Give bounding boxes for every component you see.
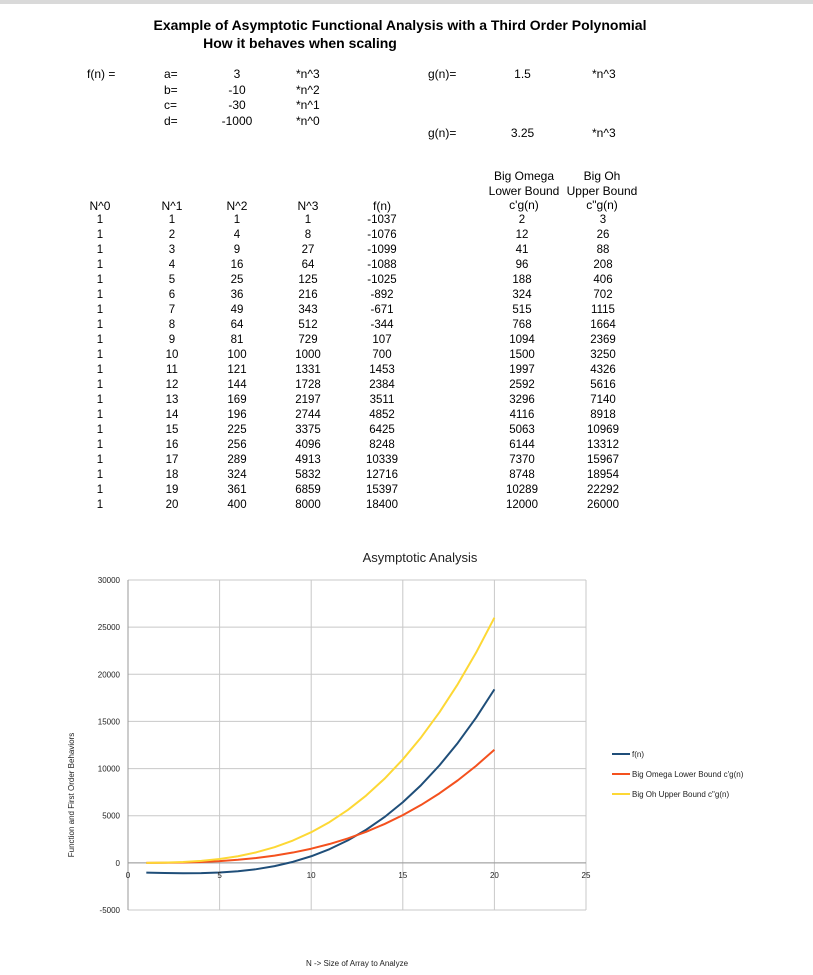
cell-oh-row-2: 26 [596,229,610,241]
cell-n1-row-20: 20 [165,499,179,511]
coeff-d-name: d= [164,113,178,128]
cell-n0-row-11: 1 [96,364,104,376]
y-tick-label: 10000 [97,764,120,774]
page-title: Example of Asymptotic Functional Analysis with a Third Order Polynomial [153,17,647,33]
cell-omega-row-17: 7370 [509,454,535,466]
cell-n3-row-15: 3375 [295,424,321,436]
oh-header-line3: c"g(n) [586,198,618,212]
cell-n3-row-19: 6859 [295,484,321,496]
cell-oh-row-3: 88 [596,244,610,256]
cell-n2-row-19: 361 [227,484,247,496]
coeff-b-value: -10 [228,82,246,97]
cell-n0-row-17: 1 [96,454,104,466]
cell-n3-row-8: 512 [298,319,318,331]
cell-omega-row-9: 1094 [509,334,535,346]
cell-oh-row-13: 7140 [590,394,616,406]
cell-fn-row-20: 18400 [366,499,398,511]
cell-oh-row-16: 13312 [587,439,619,451]
cell-n0-row-19: 1 [96,484,104,496]
cell-n1-row-2: 2 [168,229,176,241]
coeff-d-value: -1000 [221,113,253,128]
cell-omega-row-8: 768 [512,319,532,331]
chart-title: Asymptotic Analysis [362,550,478,565]
cell-oh-row-19: 22292 [587,484,619,496]
cell-omega-row-10: 1500 [509,349,535,361]
page-subtitle: How it behaves when scaling [203,35,397,51]
cell-omega-row-16: 6144 [509,439,535,451]
cell-omega-row-12: 2592 [509,379,535,391]
cell-n2-row-6: 36 [230,289,244,301]
header-n3: N^3 [297,199,319,213]
cell-n0-row-5: 1 [96,274,104,286]
cell-omega-row-7: 515 [512,304,532,316]
cell-n3-row-3: 27 [301,244,315,256]
cell-omega-row-2: 12 [515,229,529,241]
coeff-c-name: c= [164,98,178,112]
cell-fn-row-11: 1453 [369,364,395,376]
cell-oh-row-10: 3250 [590,349,616,361]
cell-n0-row-2: 1 [96,229,104,241]
cell-n1-row-17: 17 [165,454,179,466]
cell-n0-row-20: 1 [96,499,104,511]
cell-n1-row-5: 5 [168,274,176,286]
cell-omega-row-4: 96 [515,259,529,271]
coeff-a-term: *n^3 [296,67,320,81]
cell-n3-row-1: 1 [304,214,312,226]
cell-n1-row-6: 6 [168,289,176,301]
cell-n1-row-12: 12 [165,379,179,391]
cell-n3-row-17: 4913 [295,454,321,466]
y-tick-label: 15000 [97,717,120,727]
cell-omega-row-19: 10289 [506,484,538,496]
cell-n1-row-15: 15 [165,424,179,436]
cell-oh-row-17: 15967 [587,454,619,466]
cell-n2-row-8: 64 [230,319,244,331]
cell-n0-row-16: 1 [96,439,104,451]
cell-fn-row-7: -671 [370,304,394,316]
coeff-c-term: *n^1 [296,98,320,112]
header-fn: f(n) [373,199,391,213]
top-border [0,0,813,4]
y-tick-label: 0 [115,858,120,868]
coeff-values [212,67,262,129]
g2-value: 3.25 [510,126,535,140]
cell-oh-row-1: 3 [599,214,607,226]
x-tick-label: 25 [581,870,591,880]
cell-n3-row-6: 216 [298,289,318,301]
cell-n2-row-17: 289 [227,454,247,466]
cell-n3-row-20: 8000 [295,499,321,511]
coeff-names [164,67,178,129]
cell-n2-row-4: 16 [230,259,244,271]
cell-fn-row-18: 12716 [366,469,398,481]
cell-oh-row-9: 2369 [590,334,616,346]
legend-label-2: Big Omega Lower Bound c'g(n) [632,770,744,779]
cell-omega-row-3: 41 [515,244,529,256]
cell-n2-row-5: 25 [230,274,244,286]
cell-fn-row-3: -1099 [367,244,397,256]
g1-label: g(n)= [428,67,457,81]
cell-oh-row-14: 8918 [590,409,616,421]
cell-fn-row-4: -1088 [367,259,397,271]
cell-oh-row-5: 406 [593,274,613,286]
cell-n0-row-6: 1 [96,289,104,301]
coeff-b-term: *n^2 [296,82,320,97]
oh-header [562,169,642,213]
column-n2 [215,213,259,513]
coeff-c-value: -30 [228,98,246,112]
cell-fn-row-9: 107 [372,334,392,346]
cell-n2-row-13: 169 [227,394,247,406]
y-tick-label: -5000 [99,906,120,915]
cell-omega-row-6: 324 [512,289,532,301]
cell-n1-row-11: 11 [166,364,178,376]
cell-n0-row-13: 1 [96,394,104,406]
cell-n3-row-5: 125 [298,274,318,286]
cell-n3-row-12: 1728 [295,379,321,391]
cell-fn-row-1: -1037 [367,214,397,226]
column-n1 [150,213,194,513]
cell-n3-row-2: 8 [304,229,312,241]
chart-series [146,618,494,874]
legend-label-3: Big Oh Upper Bound c"g(n) [632,790,730,799]
x-tick-label: 20 [489,870,499,880]
coeff-d-term: *n^0 [296,113,320,128]
cell-n0-row-3: 1 [96,244,104,256]
x-tick-label: 0 [125,870,131,880]
cell-n2-row-18: 324 [227,469,247,481]
cell-oh-row-20: 26000 [587,499,619,511]
g1-term: *n^3 [592,67,616,81]
cell-n2-row-14: 196 [227,409,247,421]
cell-n0-row-15: 1 [96,424,104,436]
cell-fn-row-17: 10339 [366,454,398,466]
cell-omega-row-11: 1997 [509,364,535,376]
cell-fn-row-6: -892 [370,289,394,301]
cell-n2-row-12: 144 [227,379,247,391]
cell-n2-row-9: 81 [230,334,244,346]
oh-header-line2: Upper Bound [566,183,638,198]
cell-n1-row-1: 1 [168,214,176,226]
cell-fn-row-2: -1076 [367,229,397,241]
cell-n0-row-8: 1 [96,319,104,331]
cell-n2-row-15: 225 [227,424,247,436]
cell-omega-row-5: 188 [512,274,532,286]
chart-y-axis-label: Function and First Order Behaviors [67,732,76,858]
cell-n2-row-3: 9 [233,244,241,256]
cell-oh-row-4: 208 [593,259,613,271]
cell-n3-row-10: 1000 [295,349,321,361]
poly-label: f(n) = [87,67,116,81]
cell-n1-row-18: 18 [165,469,179,481]
oh-header-line1: Big Oh [583,169,621,183]
cell-n0-row-14: 1 [96,409,104,421]
cell-n2-row-11: 121 [227,364,247,376]
y-tick-label: 25000 [97,623,120,633]
x-tick-label: 15 [398,870,408,880]
y-tick-label: 5000 [102,811,120,821]
column-fn [355,213,409,513]
omega-header-line3: c'g(n) [509,198,539,212]
cell-n1-row-19: 19 [165,484,179,496]
cell-omega-row-18: 8748 [509,469,535,481]
cell-oh-row-8: 1664 [590,319,616,331]
cell-n3-row-18: 5832 [295,469,321,481]
cell-omega-row-13: 3296 [509,394,535,406]
cell-n3-row-9: 729 [298,334,318,346]
cell-n1-row-14: 14 [165,409,179,421]
cell-oh-row-7: 1115 [591,304,615,316]
g2-label: g(n)= [428,126,457,140]
cell-n0-row-1: 1 [96,214,104,226]
cell-n2-row-1: 1 [233,214,241,226]
cell-fn-row-14: 4852 [369,409,395,421]
coeff-b-name: b= [164,82,178,97]
cell-n0-row-18: 1 [96,469,104,481]
cell-n2-row-10: 100 [227,349,247,361]
column-n3 [286,213,330,513]
cell-oh-row-18: 18954 [587,469,619,481]
chart-legend [612,750,744,799]
cell-fn-row-8: -344 [370,319,394,331]
cell-n1-row-13: 13 [165,394,179,406]
cell-n2-row-2: 4 [233,229,241,241]
cell-n2-row-16: 256 [227,439,247,451]
cell-n1-row-16: 16 [165,439,179,451]
series-line-3 [146,618,494,863]
cell-omega-row-15: 5063 [509,424,535,436]
cell-fn-row-13: 3511 [369,394,395,406]
x-tick-label: 5 [217,870,222,880]
column-n0 [78,213,122,513]
cell-n0-row-9: 1 [96,334,104,346]
g1-value: 1.5 [514,67,531,81]
cell-n3-row-14: 2744 [295,409,321,421]
series-line-2 [146,750,494,863]
cell-n1-row-4: 4 [168,259,176,271]
cell-omega-row-1: 2 [518,214,526,226]
cell-n1-row-9: 9 [168,334,176,346]
asymptotic-chart [0,545,813,968]
chart-x-axis-label: N -> Size of Array to Analyze [305,959,409,968]
cell-fn-row-10: 700 [372,349,392,361]
cell-fn-row-19: 15397 [366,484,398,496]
cell-n0-row-7: 1 [96,304,104,316]
g2-term: *n^3 [592,126,616,140]
cell-fn-row-16: 8248 [369,439,395,451]
legend-label-1: f(n) [632,750,644,759]
cell-oh-row-12: 5616 [590,379,616,391]
cell-n2-row-7: 49 [230,304,244,316]
cell-n0-row-10: 1 [96,349,104,361]
cell-n0-row-4: 1 [96,259,104,271]
x-tick-label: 10 [306,870,316,880]
cell-omega-row-20: 12000 [506,499,538,511]
coeff-a-name: a= [164,67,178,81]
cell-oh-row-11: 4326 [590,364,616,376]
omega-header [482,169,566,213]
cell-fn-row-12: 2384 [369,379,395,391]
y-tick-label: 20000 [97,670,120,680]
header-n1: N^1 [161,199,183,213]
cell-n1-row-8: 8 [168,319,176,331]
omega-header-line1: Big Omega [493,169,555,183]
cell-n3-row-4: 64 [301,259,315,271]
coeff-a-value: 3 [233,67,241,81]
cell-n1-row-3: 3 [168,244,176,256]
cell-oh-row-6: 702 [593,289,613,301]
cell-n3-row-7: 343 [298,304,318,316]
cell-n1-row-10: 10 [165,349,179,361]
cell-fn-row-5: -1025 [367,274,397,286]
cell-n3-row-13: 2197 [295,394,321,406]
header-n0: N^0 [89,199,111,213]
column-omega [492,213,552,513]
cell-n3-row-11: 1331 [295,364,321,376]
y-tick-label: 30000 [97,576,120,585]
cell-n2-row-20: 400 [227,499,247,511]
omega-header-line2: Lower Bound [488,183,560,198]
cell-n3-row-16: 4096 [295,439,321,451]
coeff-terms [296,67,320,129]
cell-omega-row-14: 4116 [509,409,535,421]
cell-n0-row-12: 1 [96,379,104,391]
column-oh [573,213,633,513]
cell-n1-row-7: 7 [168,304,176,316]
cell-fn-row-15: 6425 [369,424,395,436]
header-n2: N^2 [226,199,248,213]
cell-oh-row-15: 10969 [587,424,619,436]
